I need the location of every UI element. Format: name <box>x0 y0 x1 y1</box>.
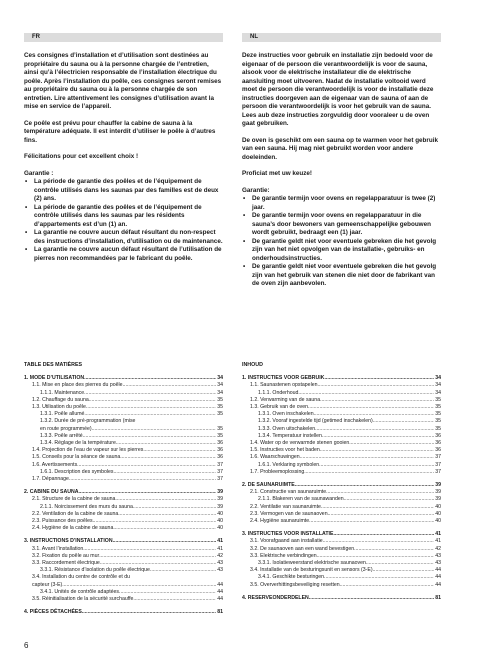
toc-entry-title: 3.2. Fixation du poêle au mur <box>32 552 100 559</box>
intro-nl <box>242 52 441 289</box>
toc-entry-page: 34 <box>435 375 441 382</box>
toc-entry-page: 34 <box>217 382 223 389</box>
guarantee-list <box>24 178 223 263</box>
toc-entry-title: 3.4.1. Geschikte besturingen <box>258 574 325 581</box>
toc-entry-leader <box>99 553 216 560</box>
toc-entry-leader <box>78 489 216 496</box>
toc-entry-leader <box>116 440 216 447</box>
toc-entry-leader <box>317 553 435 560</box>
toc-entry-page: 35 <box>435 425 441 432</box>
toc-entry-leader <box>354 546 434 553</box>
toc-entry <box>24 567 223 574</box>
toc-entry <box>242 574 441 581</box>
toc-entry <box>242 390 441 397</box>
toc-entry-title: 1.3.2. Vooraf ingestelde tijd (getimed inschakelen) <box>258 418 373 425</box>
toc-entry-title: 3.4. Installation du centre de contrôle et du <box>32 574 131 581</box>
toc-entry <box>242 531 441 538</box>
toc-entry-leader <box>328 511 435 518</box>
guarantee-list <box>242 195 441 289</box>
toc-entry-title: 1.5. Instructies voor het baden <box>250 447 320 454</box>
intro-paragraph-1: Ces consignes d’installation et d’utilisation sont destinées au propriétaire du sauna ou à la personne chargée de l’entretien, ainsi qu’à l’électricien responsable de l’installation électrique du poêle. Après l’installation du poêle, ces consignes seront remises au propriétaire du sauna ou à la personne chargée de son entretien. Lire attentivement les consignes d’utilisation avant la mise en service de l’appareil. <box>24 52 222 110</box>
toc-entry-page: 44 <box>217 581 223 588</box>
toc-entry-leader <box>133 596 216 603</box>
toc-entry <box>242 482 441 489</box>
toc-entry-title: 2. DE SAUNARUIMTE <box>242 482 295 489</box>
toc-entry <box>242 440 441 447</box>
toc-entry-page: 34 <box>217 389 223 396</box>
toc-entry-title: 1.6. Waarschuwingen <box>250 454 300 461</box>
toc-entry <box>242 496 441 503</box>
toc-entry-page: 44 <box>435 567 441 574</box>
toc-entry-page: 36 <box>217 440 223 447</box>
toc-entry-page: 81 <box>217 609 223 616</box>
toc-entry-title: 3.2. De saunaoven aan een wand bevestigen <box>250 545 355 552</box>
toc-entry-title: 1.3.1. Poêle allumé <box>40 411 85 418</box>
intro-paragraph-3: Proficiat met uw keuze! <box>242 170 312 177</box>
toc-entry-page: 34 <box>435 382 441 389</box>
toc-entry <box>242 404 441 411</box>
toc-entry <box>24 476 223 483</box>
page-number: 6 <box>24 641 29 650</box>
toc-entry-title: 1.7. Probleemoplossing <box>250 468 305 475</box>
toc-entry <box>242 469 441 476</box>
toc-entry-page: 35 <box>435 411 441 418</box>
toc-entry-page: 41 <box>217 538 223 545</box>
toc-entry-page: 35 <box>217 425 223 432</box>
toc-entry-title: 3. INSTRUCTIES VOOR INSTALLATIE <box>242 531 334 538</box>
toc-entry <box>24 582 223 589</box>
toc-entry <box>24 525 223 532</box>
toc-entry-leader <box>320 397 434 404</box>
toc-entry <box>24 397 223 404</box>
guarantee-title: Garantie: <box>242 186 270 194</box>
toc-entry-leader <box>89 397 216 404</box>
toc-entry <box>242 582 441 589</box>
guarantee-title: Garantie : <box>24 169 54 177</box>
toc-entry-title: 3.1. Voorafgaand aan installatie <box>250 538 323 545</box>
toc-entry-page: 35 <box>435 396 441 403</box>
toc-entry-title: 1.4. Projection de l’eau de vapeur sur les pierres <box>32 447 144 454</box>
toc-entry-title: 1.2. Verwarming van de sauna <box>250 396 321 403</box>
toc-entry <box>242 375 441 382</box>
guarantee-item: • De garantie geldt niet voor eventuele gebreken die het gevolg zijn van het gebruik van stenen die niet door de fabrikant van de oven zijn aanbevolen. <box>242 263 441 289</box>
intro-paragraph-2: De oven is geschikt om een sauna op te warmen voor het gebruik van een sauna. Hij mag niet gebruikt worden voor andere doeleinden. <box>242 136 438 161</box>
toc-entry-page: 42 <box>217 552 223 559</box>
toc-entry-title: 2.3. Vermogen van de saunaoven <box>250 510 328 517</box>
toc-entry-title: 1.6.1. Description des symboles <box>40 468 114 475</box>
toc-entry <box>24 469 223 476</box>
toc-entry-title: 1.1.1. Onderhoud <box>258 389 299 396</box>
toc-entry-page: 44 <box>217 588 223 595</box>
toc-entry <box>24 375 223 382</box>
toc-entry-leader <box>118 511 216 518</box>
toc-entry-leader <box>349 440 434 447</box>
toc-entry-page: 35 <box>217 411 223 418</box>
guarantee-item: • La période de garantie des poêles et de l’équipement de contrôle utilisés dans les saunas par des familles est de deux (2) ans. <box>24 178 223 204</box>
toc-entry <box>24 390 223 397</box>
toc-entry-page: 39 <box>435 482 441 489</box>
toc-entry-page: 35 <box>217 432 223 439</box>
intro-paragraph-2: Ce poêle est prévu pour chauffer la cabine de sauna à la température adéquate. Il est interdit d’utiliser le poêle à d’autres fins. <box>24 119 216 144</box>
toc-entry-leader <box>309 595 434 602</box>
toc-entry <box>24 418 223 425</box>
toc-entry-page: 40 <box>435 510 441 517</box>
toc-entry-leader <box>318 382 435 389</box>
toc-entry-page: 36 <box>217 454 223 461</box>
toc-entry <box>242 560 441 567</box>
toc-entry-title: 1.5. Conseils pour la séance de sauna <box>32 454 121 461</box>
toc-entry-leader <box>62 582 216 589</box>
toc-entry-page: 35 <box>435 418 441 425</box>
toc-entry <box>242 504 441 511</box>
toc-entry-page: 41 <box>435 538 441 545</box>
toc-entry-page: 36 <box>435 440 441 447</box>
toc-entry-title: 1.3.3. Oven uitschakelen <box>258 425 316 432</box>
toc-entry-title: 2. CABINE DU SAUNA <box>24 489 79 496</box>
toc-nl <box>242 362 441 602</box>
toc-entry-page: 37 <box>435 454 441 461</box>
toc-entry-title: 1.1. Mise en place des pierres du poêle <box>32 382 123 389</box>
toc-entry-title: 3. INSTRUCTIONS D’INSTALLATION <box>24 538 113 545</box>
toc-entry <box>24 589 223 596</box>
toc-entry-leader <box>133 504 216 511</box>
toc-title: TABLE DES MATIÈRES <box>24 362 83 368</box>
toc-entry-leader <box>323 538 435 545</box>
toc-entry-leader <box>114 469 217 476</box>
toc-entry-leader <box>326 489 434 496</box>
toc-entry-leader <box>324 574 434 581</box>
toc-fr <box>24 362 223 617</box>
toc-entry <box>24 411 223 418</box>
toc-entry <box>24 511 223 518</box>
toc-entry-page: 39 <box>217 503 223 510</box>
toc-entry-leader <box>83 546 216 553</box>
toc-entry <box>24 462 223 469</box>
toc-entry <box>24 518 223 525</box>
toc-entry <box>24 496 223 503</box>
toc-entry-page: 41 <box>217 545 223 552</box>
toc-entry-page: 35 <box>217 404 223 411</box>
toc-entry-title: 2.1.1. Noircissement des murs du sauna <box>40 503 133 510</box>
toc-entry-title: 1.1. Saunastenen opstapelen <box>250 382 318 389</box>
toc-entry-title: 1. MODE D’UTILISATION <box>24 375 85 382</box>
intro-fr <box>24 52 223 263</box>
toc-title: INHOUD <box>242 362 263 368</box>
toc-entry-page: 44 <box>435 581 441 588</box>
toc-entry <box>242 595 441 602</box>
toc-entry-title: 3.5. Réinitialisation de la sécurité surchauffe <box>32 596 134 603</box>
toc-entry <box>242 447 441 454</box>
guarantee-item: • La période de garantie des poêles et de l’équipement de contrôle utilisés dans les saunas par les résidents d’appartements est d’un (1) an. <box>24 204 223 230</box>
toc-entry <box>24 489 223 496</box>
toc-entry-title: 1.3.4. Réglage de la température <box>40 440 116 447</box>
toc-entry <box>24 504 223 511</box>
toc-entry-leader <box>319 462 434 469</box>
toc-entry-page: 34 <box>435 389 441 396</box>
toc-entry-leader <box>373 418 434 425</box>
toc-entry-page: 37 <box>217 476 223 483</box>
toc-entry-page: 37 <box>217 461 223 468</box>
toc-entry-page: 39 <box>217 496 223 503</box>
toc-entry-leader <box>119 589 216 596</box>
toc-entry-title: 3.5. Oververhittingsbeveiliging resetten <box>250 581 340 588</box>
toc-entry-leader <box>333 531 434 538</box>
toc-entry-title: 2.2. Ventilation de la cabine de sauna <box>32 510 119 517</box>
toc-entry-leader <box>298 390 434 397</box>
toc-entry-title: 3.3. Raccordement électrique <box>32 560 100 567</box>
toc-entry <box>242 462 441 469</box>
toc-entry-title: 1.3.1. Oven inschakelen <box>258 411 314 418</box>
toc-entry-leader <box>320 447 434 454</box>
toc-entry-leader <box>366 560 434 567</box>
toc-entry-page: 42 <box>435 545 441 552</box>
toc-entry-leader <box>82 609 216 616</box>
toc-entry-page: 44 <box>435 574 441 581</box>
toc-entry-title: 2.4. Hygiène de la cabine de sauna <box>32 525 114 532</box>
guarantee-item: • De garantie geldt niet voor eventuele gebreken die het gevolg zijn van het niet opvolgen van de installatie-, gebruiks- en onderhoudsinstructies. <box>242 238 441 264</box>
toc-entry-title: 4. PIÈCES DÉTACHÉES <box>24 609 82 616</box>
guarantee-item: • La garantie ne couvre aucun défaut résultant de l’utilisation de pierres non recommandées par le fabricant du poêle. <box>24 246 223 263</box>
toc-entry <box>24 382 223 389</box>
toc-entry-page: 40 <box>217 525 223 532</box>
toc-entry-leader <box>143 447 216 454</box>
toc-entry <box>242 433 441 440</box>
toc-entry-page: 40 <box>435 503 441 510</box>
toc-entry-title: 1.3.3. Poêle arrêté <box>40 432 83 439</box>
toc-entry-title: 1.2. Chauffage du sauna <box>32 396 89 403</box>
toc-entry <box>242 553 441 560</box>
toc-entry <box>24 560 223 567</box>
guarantee-item: • De garantie termijn voor ovens en regelapparatuur in die sauna’s door bewoners van gemeenschappelijke gebouwen wordt gebruikt, bedraagt een (1) jaar. <box>242 212 441 238</box>
toc-entry-leader <box>92 426 217 433</box>
toc-entry <box>242 382 441 389</box>
language-code-nl: NL <box>250 34 258 40</box>
toc-entry-title: 3.3.1. Résistance d’isolation du poêle électrique <box>40 567 150 574</box>
toc-entry <box>242 454 441 461</box>
toc-entry-page: 39 <box>217 489 223 496</box>
toc-entry-title: 4. RESERVEONDERDELEN <box>242 594 309 601</box>
toc-entry-title: 2.1. Structure de la cabine de sauna <box>32 496 116 503</box>
toc-entry-leader <box>113 538 217 545</box>
toc-entry <box>24 574 223 581</box>
toc-entry-leader <box>69 476 216 483</box>
toc-entry <box>24 596 223 603</box>
toc-entry-leader <box>309 518 434 525</box>
language-code-fr: FR <box>32 34 40 40</box>
toc-entry-leader <box>340 582 435 589</box>
toc-entry-title: en route programmée) <box>40 425 92 432</box>
toc-entry-title: 3.3. Elektrische verbindingen <box>250 552 317 559</box>
guarantee-item: • De garantie termijn voor ovens en regelapparatuur is twee (2) jaar. <box>242 195 441 212</box>
toc-entry-leader <box>123 382 217 389</box>
toc-entry-leader <box>113 525 216 532</box>
toc-entry-leader <box>308 404 434 411</box>
toc-entry <box>242 518 441 525</box>
toc-entry-page: 41 <box>435 531 441 538</box>
toc-entry-title: 2.1. Constructie van saunaruimte <box>250 489 327 496</box>
toc-entry-page: 44 <box>217 596 223 603</box>
toc-entry-title: 1.3.2. Durée de pré-programmation (mise <box>40 418 136 425</box>
toc-entry-title: 1.6.1. Verklaring symbolen <box>258 461 320 468</box>
toc-entry-page: 37 <box>217 468 223 475</box>
toc-entry <box>242 538 441 545</box>
toc-entry-leader <box>84 390 216 397</box>
toc-entry <box>242 567 441 574</box>
toc-entry <box>24 546 223 553</box>
toc-entry-leader <box>304 469 434 476</box>
toc-entry-leader <box>120 454 216 461</box>
toc-entry-leader <box>324 375 434 382</box>
toc-entry-title: 2.1.1. Blakeren van de saunawanden <box>258 496 344 503</box>
intro-paragraph-3: Félicitations pour cet excellent choix ! <box>24 153 139 160</box>
toc-entry <box>242 411 441 418</box>
toc-entry <box>242 489 441 496</box>
toc-entry-leader <box>93 518 217 525</box>
toc-entry <box>242 426 441 433</box>
toc-entry <box>242 546 441 553</box>
toc-entry-page: 43 <box>435 552 441 559</box>
toc-entry-leader <box>100 560 216 567</box>
toc-entry <box>24 440 223 447</box>
toc-entry-leader <box>150 567 216 574</box>
toc-entry-page: 36 <box>435 432 441 439</box>
toc-entry-leader <box>321 504 434 511</box>
toc-entry-leader <box>315 426 434 433</box>
toc-entry-page: 36 <box>435 447 441 454</box>
toc-entry-page: 34 <box>217 375 223 382</box>
toc-entry <box>24 447 223 454</box>
toc-entry-leader <box>83 433 217 440</box>
toc-entry-leader <box>373 567 435 574</box>
toc-entry-page: 40 <box>217 518 223 525</box>
toc-entry-leader <box>115 496 216 503</box>
toc-entry-title: 1.3.4. Temperatuur instellen <box>258 432 322 439</box>
language-header-nl <box>242 33 441 42</box>
toc-entry-page: 43 <box>217 560 223 567</box>
toc-entry-page: 40 <box>217 510 223 517</box>
toc-entry-leader <box>86 404 216 411</box>
toc-list <box>242 375 441 602</box>
toc-entry <box>242 511 441 518</box>
toc-entry-leader <box>295 482 434 489</box>
toc-entry <box>24 454 223 461</box>
toc-entry-page: 43 <box>217 567 223 574</box>
toc-entry-title: 3.4. Installatie van de besturingsunit en sensors (3-E) <box>250 567 373 574</box>
toc-entry-title: capteur (3-E) <box>32 581 63 588</box>
guarantee-item: • La garantie ne couvre aucun défaut résultant du non-respect des instructions d’installation, d’utilisation ou de maintenance. <box>24 229 223 246</box>
toc-entry-page: 81 <box>435 594 441 601</box>
toc-entry-title: 3.3.1. Isolatieweerstand elektrische saunaoven <box>258 560 366 567</box>
toc-entry-title: 1.6. Avertissements <box>32 461 78 468</box>
toc-entry <box>24 433 223 440</box>
toc-entry <box>24 553 223 560</box>
toc-entry-title: 1.3. Gebruik van de oven <box>250 404 308 411</box>
toc-entry-leader <box>84 375 216 382</box>
toc-entry-title: 1.1.1. Maintenance <box>40 389 85 396</box>
toc-entry-title: 2.3. Puissance des poêles <box>32 518 93 525</box>
toc-entry-title: 3.4.1. Unités de contrôle adaptées <box>40 588 120 595</box>
toc-entry <box>24 404 223 411</box>
toc-entry-page: 37 <box>435 468 441 475</box>
toc-entry-title: 1. INSTRUCTIES VOOR GEBRUIK <box>242 375 325 382</box>
toc-entry-page: 35 <box>435 404 441 411</box>
toc-entry-title: 1.3. Utilisation du poêle <box>32 404 86 411</box>
toc-entry <box>24 426 223 433</box>
toc-entry-leader <box>300 454 435 461</box>
toc-entry-leader <box>84 411 216 418</box>
toc-entry-page: 36 <box>217 447 223 454</box>
toc-entry-title: 3.1. Avant l’installation <box>32 545 84 552</box>
toc-list <box>24 375 223 616</box>
language-header-fr <box>24 33 223 42</box>
toc-entry-page: 40 <box>435 518 441 525</box>
toc-entry-page: 35 <box>217 396 223 403</box>
toc-entry-title: 2.4. Hygiëne saunaruimte <box>250 518 310 525</box>
toc-entry-leader <box>77 462 216 469</box>
toc-entry-title: 1.4. Water op de verwarmde stenen gooien <box>250 440 350 447</box>
toc-entry-page: 39 <box>435 496 441 503</box>
toc-entry-page: 43 <box>435 560 441 567</box>
toc-entry <box>24 609 223 616</box>
toc-entry-title: 1.7. Dépannage <box>32 476 69 483</box>
toc-entry-page: 39 <box>435 489 441 496</box>
toc-entry-leader <box>314 411 435 418</box>
toc-entry <box>24 538 223 545</box>
toc-entry-leader <box>344 496 435 503</box>
toc-entry-leader <box>322 433 434 440</box>
toc-entry <box>242 418 441 425</box>
toc-entry-page: 37 <box>435 461 441 468</box>
toc-entry-title: 2.2. Ventilatie van saunaruimte <box>250 503 321 510</box>
toc-entry <box>242 397 441 404</box>
intro-paragraph-1: Deze instructies voor gebruik en installatie zijn bedoeld voor de eigenaar of de persoon die verantwoordelijk is voor de sauna, alsook voor de elektrische installateur die de elektrische aansluiting moet uitvoeren. Nadat de installatie voltooid werd moet de persoon die verantwoordelijk is voor de installatie deze instructies doorgeven aan de eigenaar van de sauna of aan de persoon die verantwoordelijk is voor het gebruik van de sauna. Lees aub deze instructies zorgvuldig door vooraleer u de oven gaat gebruiken. <box>242 52 434 127</box>
